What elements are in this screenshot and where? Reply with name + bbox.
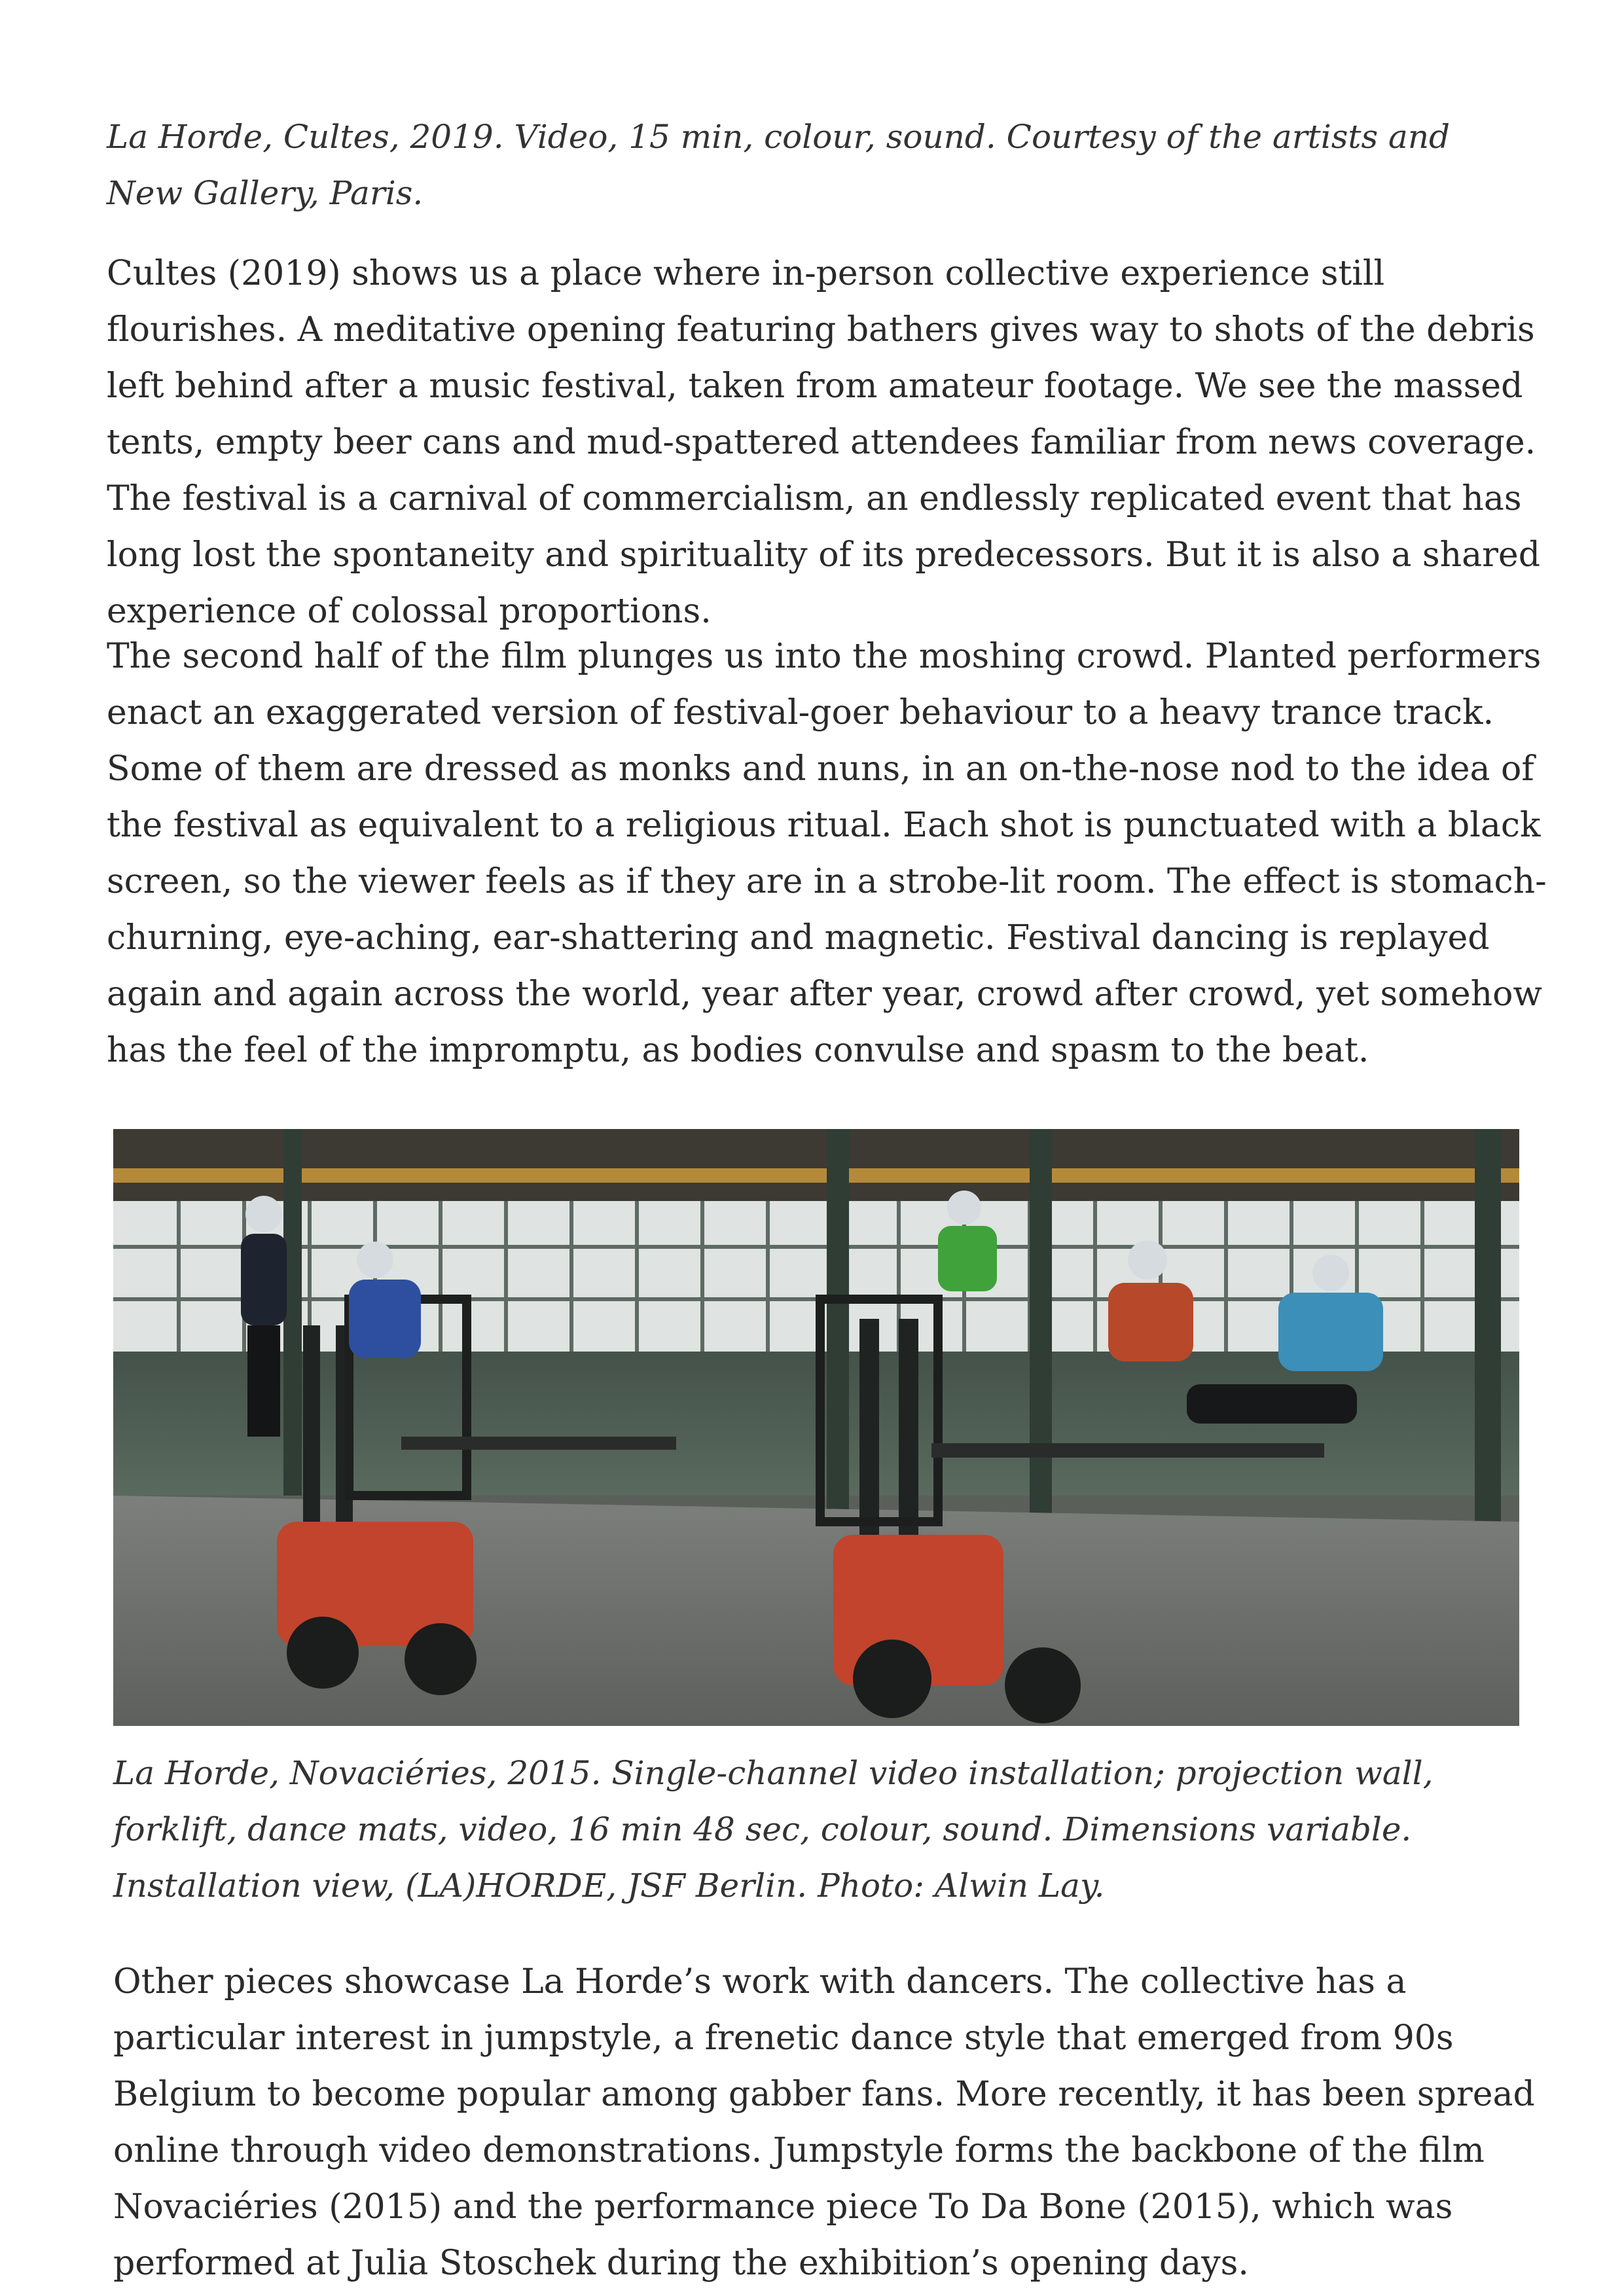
paragraph-moshing-crowd: The second half of the film plunges us into the moshing crowd. Planted performers enact an exaggerated version of festival-goer behaviour to a heavy trance track. Some of them are dressed as monks and nuns, in an on-the-nose nod to the idea of the festival as equivalent to a religious ritual. Each shot is punctuated with a black screen, so the viewer feels as if they are in a strobe-lit room. The effect is stomach-churning, eye-aching, ear-shattering and magnetic. Festival dancing is replayed again and again across the world, year after year, crowd after crowd, yet somehow has the feel of the impromptu, as bodies convulse and spasm to the beat.: [107, 637, 1547, 1070]
paragraph-cultes: Cultes (2019) shows us a place where in-person collective experience still flourishes. A meditative opening featuring bathers gives way to shots of the debris left behind after a music festival, taken from amateur footage. We see the massed tents, empty beer cans and mud-spattered attendees familiar from news coverage. The festival is a carnival of commercialism, an endlessly replicated event that has long lost the spontaneity and spirituality of its predecessors. But it is also a shared experience of colossal proportions.: [107, 254, 1540, 631]
caption-novacieries: La Horde, Novaciéries, 2015. Single-channel video installation; projection wall, forklift, dance mats, video, 16 min 48 sec, colour, sound. Dimensions variable. Installation view, (LA)HORDE, JSF Berlin. Photo: Alwin Lay.: [113, 1754, 1434, 1905]
crane-beam: [113, 1168, 1519, 1183]
photo-novacieries: [113, 1129, 1519, 1726]
paragraph-jumpstyle: Other pieces showcase La Horde’s work with dancers. The collective has a particular interest in jumpstyle, a frenetic dance style that emerged from 90s Belgium to become popular among gabber fans. More recently, it has been spread online through video demonstrations. Jumpstyle forms the backbone of the film Novaciéries (2015) and the performance piece To Da Bone (2015), which was performed at Julia Stoschek during the exhibition’s opening days.: [113, 1962, 1535, 2283]
caption-cultes: La Horde, Cultes, 2019. Video, 15 min, colour, sound. Courtesy of the artists and New Gallery, Paris.: [107, 118, 1451, 212]
photo-illustration: [113, 1129, 1519, 1726]
